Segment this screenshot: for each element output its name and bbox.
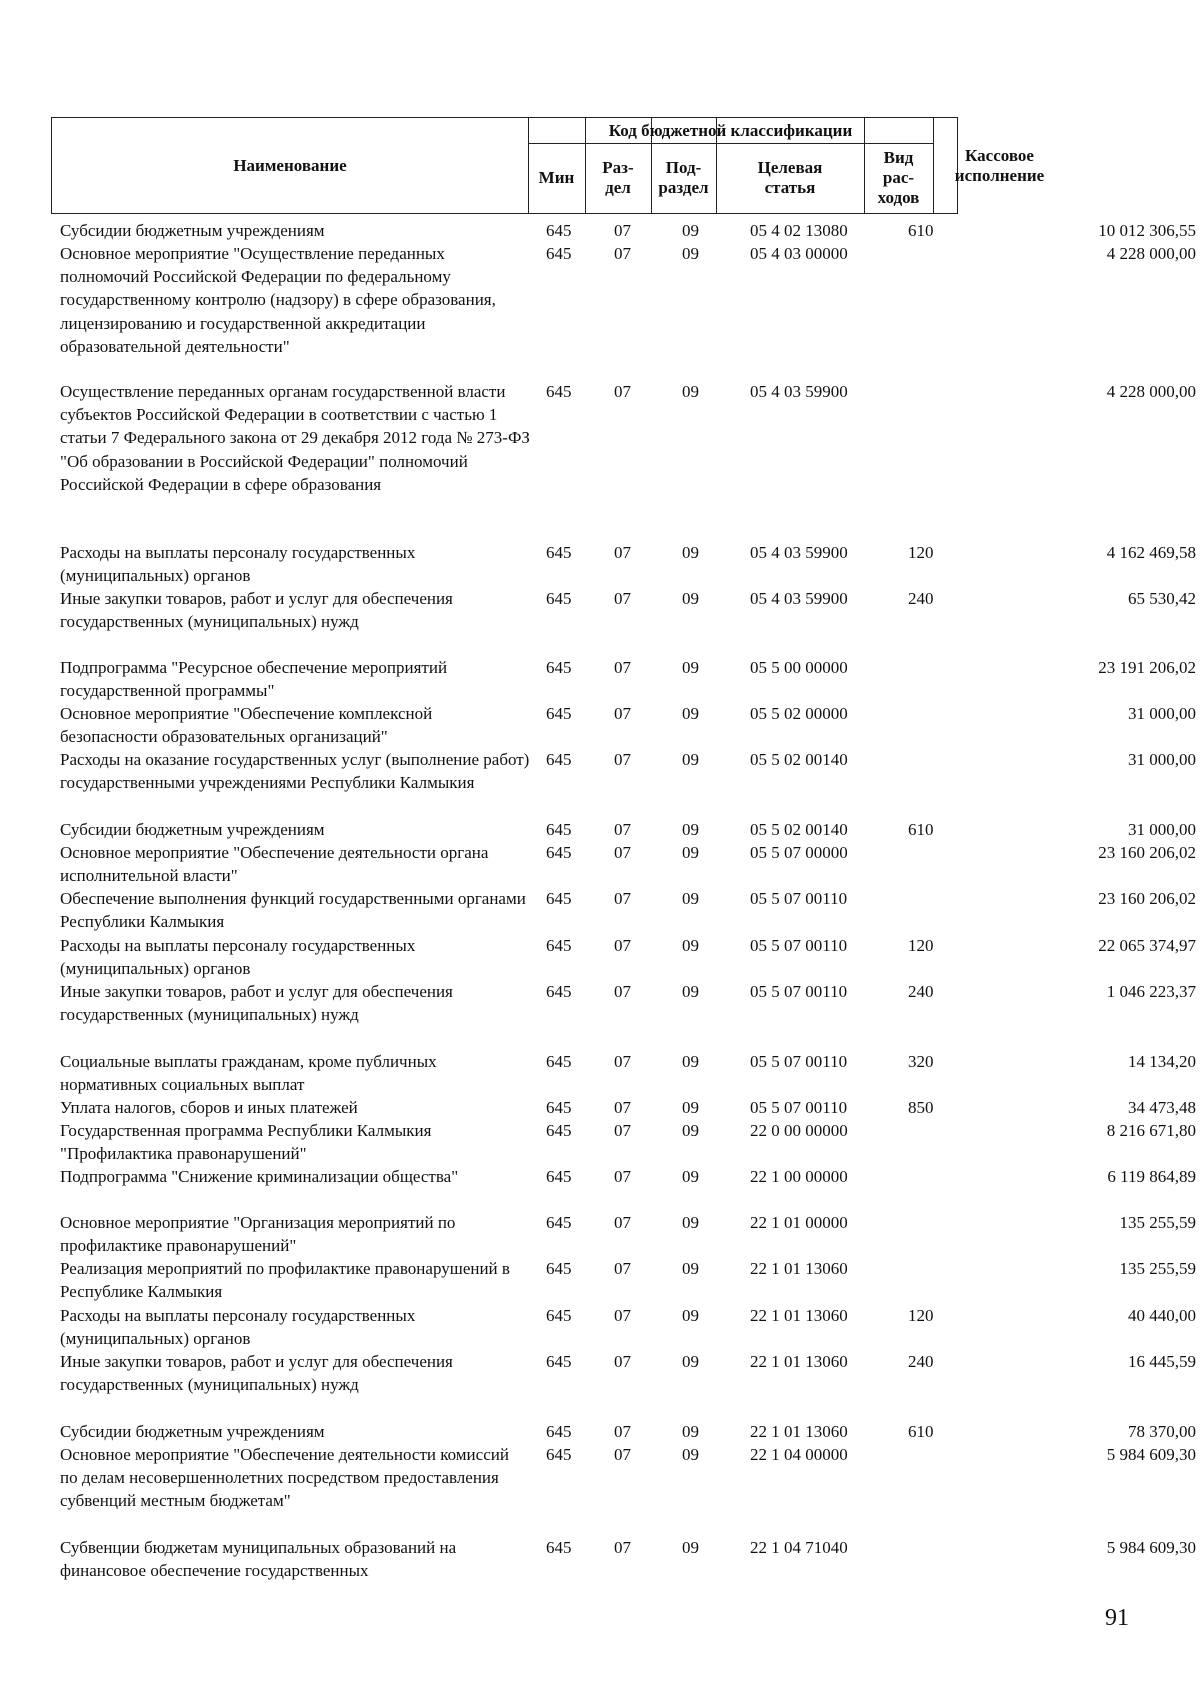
header-code-group: Код бюджетной классификации — [608, 120, 853, 140]
row-min: 645 — [546, 1052, 572, 1071]
row-target-article: 05 5 07 00110 — [750, 936, 848, 955]
row-razdel: 07 — [614, 543, 631, 562]
row-amount: 4 228 000,00 — [1106, 382, 1196, 401]
row-amount: 16 445,59 — [1128, 1352, 1196, 1371]
row-razdel: 07 — [614, 843, 631, 862]
row-podrazdel: 09 — [682, 1167, 699, 1186]
row-name: Иные закупки товаров, работ и услуг для обеспечения государственных (муниципальных) нужд — [60, 982, 453, 1025]
row-name: Основное мероприятие "Обеспечение деятельности органа исполнительной власти" — [60, 843, 489, 886]
row-min: 645 — [546, 1422, 572, 1441]
header-name: Наименование — [233, 155, 347, 175]
row-min: 645 — [546, 936, 572, 955]
row-amount: 31 000,00 — [1128, 820, 1196, 839]
row-amount: 23 160 206,02 — [1098, 843, 1196, 862]
row-name: Основное мероприятие "Осуществление переданных полномочий Российской Федерации по федеральному государственному контролю (надзору) в сфере образования, лицензированию и государственной аккредитации образовательной деятельности" — [60, 244, 496, 356]
row-name: Субсидии бюджетным учреждениям — [60, 1422, 325, 1441]
row-name: Уплата налогов, сборов и иных платежей — [60, 1098, 358, 1117]
row-expense-type: 850 — [908, 1098, 934, 1117]
header-amount: Кассовое исполнение — [954, 145, 1045, 185]
row-razdel: 07 — [614, 982, 631, 1001]
row-razdel: 07 — [614, 1259, 631, 1278]
row-target-article: 05 4 03 59900 — [750, 589, 848, 608]
row-amount: 135 255,59 — [1119, 1259, 1196, 1278]
row-amount: 34 473,48 — [1128, 1098, 1196, 1117]
row-razdel: 07 — [614, 1352, 631, 1371]
row-expense-type: 240 — [908, 982, 934, 1001]
row-podrazdel: 09 — [682, 704, 699, 723]
row-podrazdel: 09 — [682, 1538, 699, 1557]
row-min: 645 — [546, 1121, 572, 1140]
row-amount: 10 012 306,55 — [1098, 221, 1196, 240]
row-razdel: 07 — [614, 889, 631, 908]
row-amount: 4 162 469,58 — [1106, 543, 1196, 562]
row-name: Субвенции бюджетам муниципальных образований на финансовое обеспечение государственных — [60, 1538, 457, 1581]
header-razdel: Раз- дел — [602, 158, 634, 197]
row-podrazdel: 09 — [682, 820, 699, 839]
row-razdel: 07 — [614, 704, 631, 723]
row-podrazdel: 09 — [682, 221, 699, 240]
row-amount: 14 134,20 — [1128, 1052, 1196, 1071]
row-razdel: 07 — [614, 750, 631, 769]
row-name: Подпрограмма "Ресурсное обеспечение мероприятий государственной программы" — [60, 658, 448, 701]
row-min: 645 — [546, 889, 572, 908]
row-name: Расходы на выплаты персоналу государственных (муниципальных) органов — [60, 936, 416, 979]
row-amount: 4 228 000,00 — [1106, 244, 1196, 263]
row-target-article: 05 5 02 00140 — [750, 820, 848, 839]
row-min: 645 — [546, 750, 572, 769]
row-podrazdel: 09 — [682, 750, 699, 769]
row-expense-type: 120 — [908, 543, 934, 562]
row-razdel: 07 — [614, 382, 631, 401]
row-amount: 23 160 206,02 — [1098, 889, 1196, 908]
row-min: 645 — [546, 543, 572, 562]
row-target-article: 05 5 07 00110 — [750, 1098, 848, 1117]
row-podrazdel: 09 — [682, 843, 699, 862]
row-podrazdel: 09 — [682, 382, 699, 401]
row-name: Субсидии бюджетным учреждениям — [60, 820, 325, 839]
header-podrazdel: Под- раздел — [658, 158, 709, 197]
row-name: Расходы на оказание государственных услуг (выполнение работ) государственными учреждениями Республики Калмыкия — [60, 750, 530, 793]
row-razdel: 07 — [614, 1306, 631, 1325]
row-target-article: 22 1 04 00000 — [750, 1445, 848, 1464]
row-podrazdel: 09 — [682, 1213, 699, 1232]
row-target-article: 22 1 01 00000 — [750, 1213, 848, 1232]
row-expense-type: 120 — [908, 1306, 934, 1325]
row-target-article: 05 5 07 00110 — [750, 1052, 848, 1071]
row-name: Основное мероприятие "Организация мероприятий по профилактике правонарушений" — [60, 1213, 456, 1256]
row-target-article: 22 1 01 13060 — [750, 1422, 848, 1441]
row-razdel: 07 — [614, 820, 631, 839]
row-razdel: 07 — [614, 1167, 631, 1186]
row-expense-type: 610 — [908, 221, 934, 240]
row-name: Основное мероприятие "Обеспечение комплексной безопасности образовательных организаций" — [60, 704, 433, 747]
row-name: Субсидии бюджетным учреждениям — [60, 221, 325, 240]
row-target-article: 22 1 01 13060 — [750, 1352, 848, 1371]
row-target-article: 22 0 00 00000 — [750, 1121, 848, 1140]
row-razdel: 07 — [614, 1445, 631, 1464]
row-amount: 40 440,00 — [1128, 1306, 1196, 1325]
row-target-article: 05 5 07 00110 — [750, 982, 848, 1001]
row-razdel: 07 — [614, 1538, 631, 1557]
row-name: Подпрограмма "Снижение криминализации общества" — [60, 1167, 459, 1186]
row-min: 645 — [546, 982, 572, 1001]
row-name: Обеспечение выполнения функций государственными органами Республики Калмыкия — [60, 889, 526, 932]
row-razdel: 07 — [614, 1213, 631, 1232]
row-podrazdel: 09 — [682, 889, 699, 908]
row-podrazdel: 09 — [682, 1259, 699, 1278]
row-target-article: 05 5 07 00110 — [750, 889, 848, 908]
row-min: 645 — [546, 221, 572, 240]
row-name: Социальные выплаты гражданам, кроме публичных нормативных социальных выплат — [60, 1052, 437, 1095]
row-min: 645 — [546, 1259, 572, 1278]
row-podrazdel: 09 — [682, 543, 699, 562]
row-target-article: 05 4 03 59900 — [750, 543, 848, 562]
row-name: Основное мероприятие "Обеспечение деятельности комиссий по делам несовершеннолетних посредством предоставления субвенций местным бюджетам" — [60, 1445, 509, 1511]
row-podrazdel: 09 — [682, 1422, 699, 1441]
row-razdel: 07 — [614, 658, 631, 677]
row-amount: 8 216 671,80 — [1106, 1121, 1196, 1140]
table-header — [51, 117, 1045, 214]
row-name: Расходы на выплаты персоналу государственных (муниципальных) органов — [60, 1306, 416, 1349]
row-min: 645 — [546, 658, 572, 677]
row-expense-type: 240 — [908, 589, 934, 608]
row-name: Иные закупки товаров, работ и услуг для обеспечения государственных (муниципальных) нужд — [60, 1352, 453, 1395]
row-podrazdel: 09 — [682, 936, 699, 955]
row-razdel: 07 — [614, 1422, 631, 1441]
row-min: 645 — [546, 1306, 572, 1325]
row-min: 645 — [546, 1445, 572, 1464]
row-amount: 5 984 609,30 — [1106, 1445, 1196, 1464]
row-amount: 135 255,59 — [1119, 1213, 1196, 1232]
row-amount: 22 065 374,97 — [1098, 936, 1196, 955]
row-razdel: 07 — [614, 1098, 631, 1117]
row-razdel: 07 — [614, 1052, 631, 1071]
row-expense-type: 610 — [908, 1422, 934, 1441]
row-target-article: 22 1 01 13060 — [750, 1306, 848, 1325]
row-podrazdel: 09 — [682, 1121, 699, 1140]
row-target-article: 05 5 02 00000 — [750, 704, 848, 723]
row-razdel: 07 — [614, 936, 631, 955]
row-min: 645 — [546, 1352, 572, 1371]
row-podrazdel: 09 — [682, 982, 699, 1001]
row-podrazdel: 09 — [682, 589, 699, 608]
row-razdel: 07 — [614, 589, 631, 608]
row-target-article: 05 5 02 00140 — [750, 750, 848, 769]
row-amount: 31 000,00 — [1128, 750, 1196, 769]
row-name: Расходы на выплаты персоналу государственных (муниципальных) органов — [60, 543, 416, 586]
row-amount: 78 370,00 — [1128, 1422, 1196, 1441]
row-min: 645 — [546, 1213, 572, 1232]
row-amount: 65 530,42 — [1128, 589, 1196, 608]
row-podrazdel: 09 — [682, 658, 699, 677]
row-target-article: 05 4 02 13080 — [750, 221, 848, 240]
page-number: 91 — [1105, 1605, 1129, 1631]
row-expense-type: 610 — [908, 820, 934, 839]
row-name: Государственная программа Республики Калмыкия "Профилактика правонарушений" — [60, 1121, 432, 1164]
row-target-article: 22 1 01 13060 — [750, 1259, 848, 1278]
row-min: 645 — [546, 1538, 572, 1557]
row-target-article: 05 5 00 00000 — [750, 658, 848, 677]
row-name: Осуществление переданных органам государственной власти субъектов Российской Федерации в соответствии с частью 1 статьи 7 Федерального закона от 29 декабря 2012 года № 273-ФЗ "Об образовании в Российской Федерации" полномочий Российской Федерации в сфере образования — [60, 382, 530, 494]
row-expense-type: 240 — [908, 1352, 934, 1371]
row-name: Иные закупки товаров, работ и услуг для обеспечения государственных (муниципальных) нужд — [60, 589, 453, 632]
row-min: 645 — [546, 1098, 572, 1117]
row-min: 645 — [546, 820, 572, 839]
row-min: 645 — [546, 704, 572, 723]
row-amount: 31 000,00 — [1128, 704, 1196, 723]
row-amount: 5 984 609,30 — [1106, 1538, 1196, 1557]
row-min: 645 — [546, 843, 572, 862]
row-target-article: 05 4 03 59900 — [750, 382, 848, 401]
row-min: 645 — [546, 1167, 572, 1186]
header-article: Целевая статья — [757, 158, 823, 197]
row-razdel: 07 — [614, 221, 631, 240]
row-name: Реализация мероприятий по профилактике правонарушений в Республике Калмыкия — [60, 1259, 510, 1302]
row-target-article: 05 5 07 00000 — [750, 843, 848, 862]
row-razdel: 07 — [614, 244, 631, 263]
row-podrazdel: 09 — [682, 244, 699, 263]
row-expense-type: 320 — [908, 1052, 934, 1071]
header-min: Мин — [538, 168, 575, 187]
row-podrazdel: 09 — [682, 1052, 699, 1071]
row-amount: 23 191 206,02 — [1098, 658, 1196, 677]
row-podrazdel: 09 — [682, 1445, 699, 1464]
row-target-article: 22 1 04 71040 — [750, 1538, 848, 1557]
header-vid: Вид рас- ходов — [877, 148, 920, 207]
row-podrazdel: 09 — [682, 1352, 699, 1371]
row-target-article: 05 4 03 00000 — [750, 244, 848, 263]
row-target-article: 22 1 00 00000 — [750, 1167, 848, 1186]
row-expense-type: 120 — [908, 936, 934, 955]
row-amount: 6 119 864,89 — [1107, 1167, 1196, 1186]
row-amount: 1 046 223,37 — [1106, 982, 1196, 1001]
row-min: 645 — [546, 382, 572, 401]
row-min: 645 — [546, 589, 572, 608]
row-razdel: 07 — [614, 1121, 631, 1140]
row-min: 645 — [546, 244, 572, 263]
row-podrazdel: 09 — [682, 1098, 699, 1117]
row-podrazdel: 09 — [682, 1306, 699, 1325]
